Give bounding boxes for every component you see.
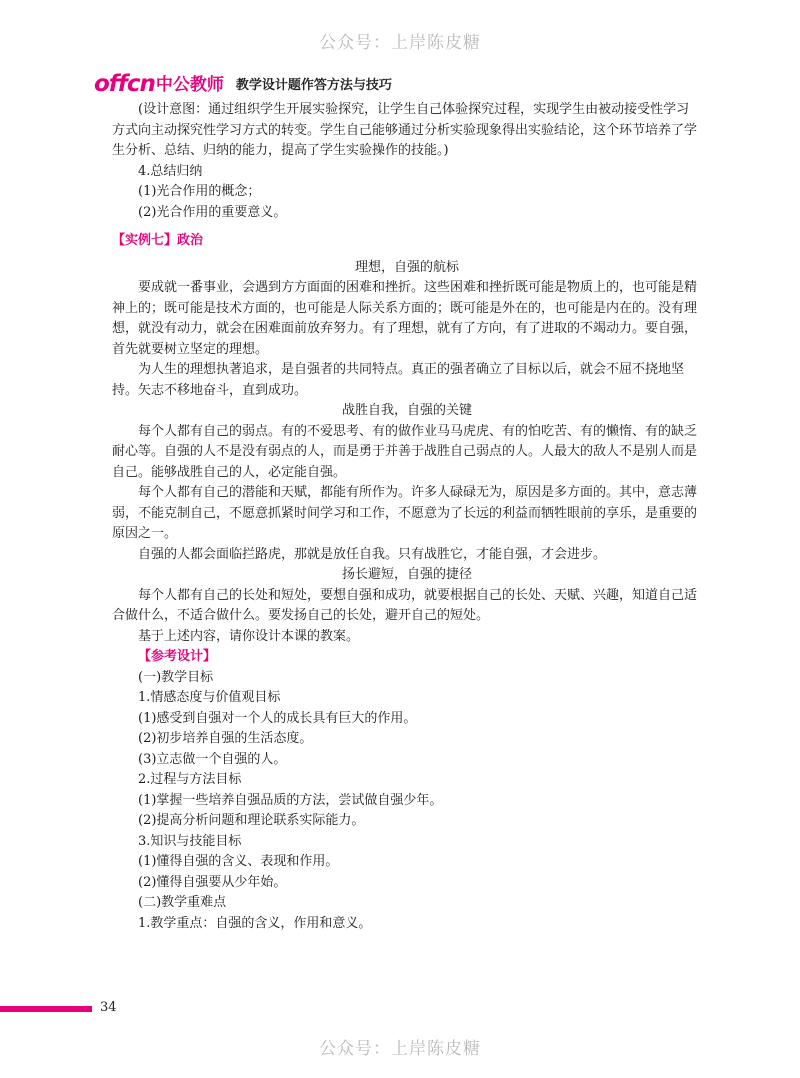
paragraph: 3.知识与技能目标	[138, 833, 242, 849]
footer-accent-bar	[0, 1006, 92, 1012]
paragraph: (设计意图：通过组织学生开展实验探究，让学生自己体验探究过程，实现学生由被动接受性学习方式向主动探究性学习方式的转变。学生自己能够通过分析实验现象得出实验结论，这个环节培养了学生分析、总结、归纳的能力，提高了学生实验操作的技能。)	[112, 102, 698, 158]
paragraph: (1)懂得自强的含义、表现和作用。	[138, 854, 339, 869]
paragraph: 每个人都有自己的弱点。有的不爱思考、有的做作业马马虎虎、有的怕吃苦、有的懒惰、有的缺乏耐心等。自强的人不是没有弱点的人，而是勇于并善于战胜自己弱点的人。人最大的敌人不是别人而是自己。能够战胜自己的人，必定能自强。	[112, 423, 698, 480]
paragraph: (1)光合作用的概念；	[138, 184, 261, 199]
page-header	[94, 66, 392, 96]
paragraph: (2)提高分析问题和理论联系实际能力。	[138, 813, 365, 828]
paragraph: 为人生的理想执著追求，是自强者的共同特点。真正的强者确立了目标以后，就会不屈不挠地坚持。矢志不移地奋斗，直到成功。	[112, 362, 685, 398]
offcn-logo	[94, 72, 224, 96]
document-body	[112, 100, 702, 934]
paragraph: 每个人都有自己的长处和短处，要想自强和成功，就要根据自己的长处、天赋、兴趣，知道自己适合做什么，不适合做什么。要发扬自己的长处，避开自己的短处。	[112, 587, 698, 623]
paragraph: 1.情感态度与价值观目标	[138, 690, 281, 705]
paragraph: (2)初步培养自强的生活态度。	[138, 731, 313, 746]
header-title: 教学设计题作答方法与技巧	[235, 78, 392, 93]
paragraph: (2)懂得自强要从少年始。	[138, 874, 287, 890]
paragraph: 理想，自强的航标	[354, 259, 459, 275]
paragraph: (1)掌握一些培养自强品质的方法，尝试做自强少年。	[138, 792, 443, 808]
paragraph: 1.教学重点：自强的含义，作用和意义。	[138, 915, 372, 931]
paragraph: 基于上述内容，请你设计本课的教案。	[138, 628, 360, 644]
watermark-bottom: 公众号：上岸陈皮糖	[319, 1039, 481, 1059]
paragraph: 扬长避短，自强的捷径	[341, 567, 472, 582]
paragraph: (3)立志做一个自强的人。	[138, 751, 287, 767]
paragraph: (2)光合作用的重要意义。	[138, 204, 287, 220]
watermark-top: 公众号：上岸陈皮糖	[319, 33, 481, 53]
logo-latin: offcn	[94, 71, 155, 97]
paragraph: (1)感受到自强对一个人的成长具有巨大的作用。	[138, 710, 417, 726]
paragraph: 每个人都有自己的潜能和天赋，都能有所作为。许多人碌碌无为，原因是多方面的。其中，意志薄弱，不能克制自己，不愿意抓紧时间学习和工作，不愿意为了长远的利益而牺牲眼前的享乐，是重要的原因之一。	[112, 485, 698, 541]
logo-cn: 中公教师	[155, 75, 224, 95]
paragraph: 自强的人都会面临拦路虎，那就是放任自我。只有战胜它，才能自强，才会进步。	[138, 546, 607, 562]
paragraph: 要成就一番事业，会遇到方方面面的困难和挫折。这些困难和挫折既可能是物质上的，也可能是精神上的；既可能是技术方面的，也可能是人际关系方面的；既可能是外在的，也可能是内在的。没有理想，就没有动力，就会在困难面前放弃努力。有了理想，就有了方向，有了进取的不竭动力。要自强，首先就要树立坚定的理想。	[112, 280, 698, 357]
paragraph: 4.总结归纳	[138, 163, 203, 179]
paragraph: (一)教学目标	[138, 669, 214, 685]
paragraph: 2.过程与方法目标	[138, 772, 242, 787]
paragraph: 【参考设计】	[138, 649, 217, 664]
page-number: 34	[100, 1000, 117, 1015]
paragraph: (二)教学重难点	[138, 895, 227, 910]
paragraph: 【实例七】政治	[112, 233, 204, 248]
paragraph: 战胜自我，自强的关键	[341, 403, 472, 418]
